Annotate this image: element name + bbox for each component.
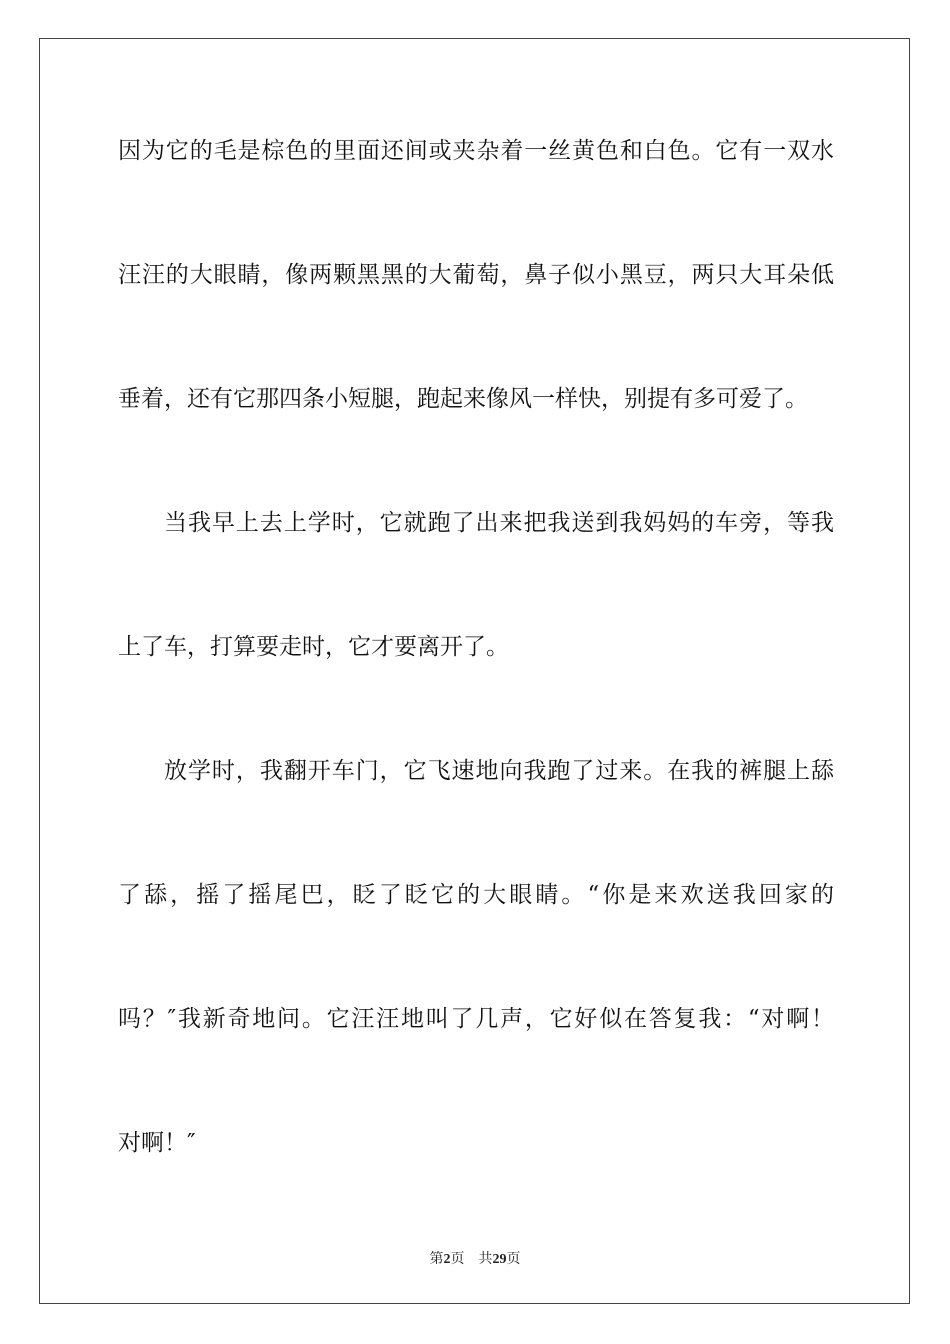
text-line: 了舔，摇了摇尾巴，眨了眨它的大眼睛。“你是来欢送我回家的 [118,882,834,908]
page-suffix: 页 [450,1251,465,1267]
total-prefix: 共 [478,1251,493,1267]
page-border [39,38,910,1304]
text-line: 放学时，我翻开车门，它飞速地向我跑了过来。在我的裤腿上舔 [164,758,834,784]
text-line: 上了车，打算要走时，它才要离开了。 [118,634,509,660]
text-line: 吗？″我新奇地问。它汪汪地叫了几声，它好似在答复我：“对啊！ [118,1006,834,1032]
page-prefix: 第 [429,1251,444,1267]
text-line: 汪汪的大眼睛，像两颗黑黑的大葡萄，鼻子似小黑豆，两只大耳朵低 [118,262,834,288]
total-pages: 29 [492,1252,507,1267]
page-footer [0,1248,950,1268]
text-line: 对啊！″ [118,1130,196,1156]
text-line: 垂着，还有它那四条小短腿，跑起来像风一样快，别提有多可爱了。 [118,386,808,412]
page-number: 2 [443,1252,451,1267]
text-line: 因为它的毛是棕色的里面还间或夹杂着一丝黄色和白色。它有一双水 [118,138,834,164]
text-line: 当我早上去上学时，它就跑了出来把我送到我妈妈的车旁，等我 [164,510,834,536]
total-suffix: 页 [506,1251,521,1267]
